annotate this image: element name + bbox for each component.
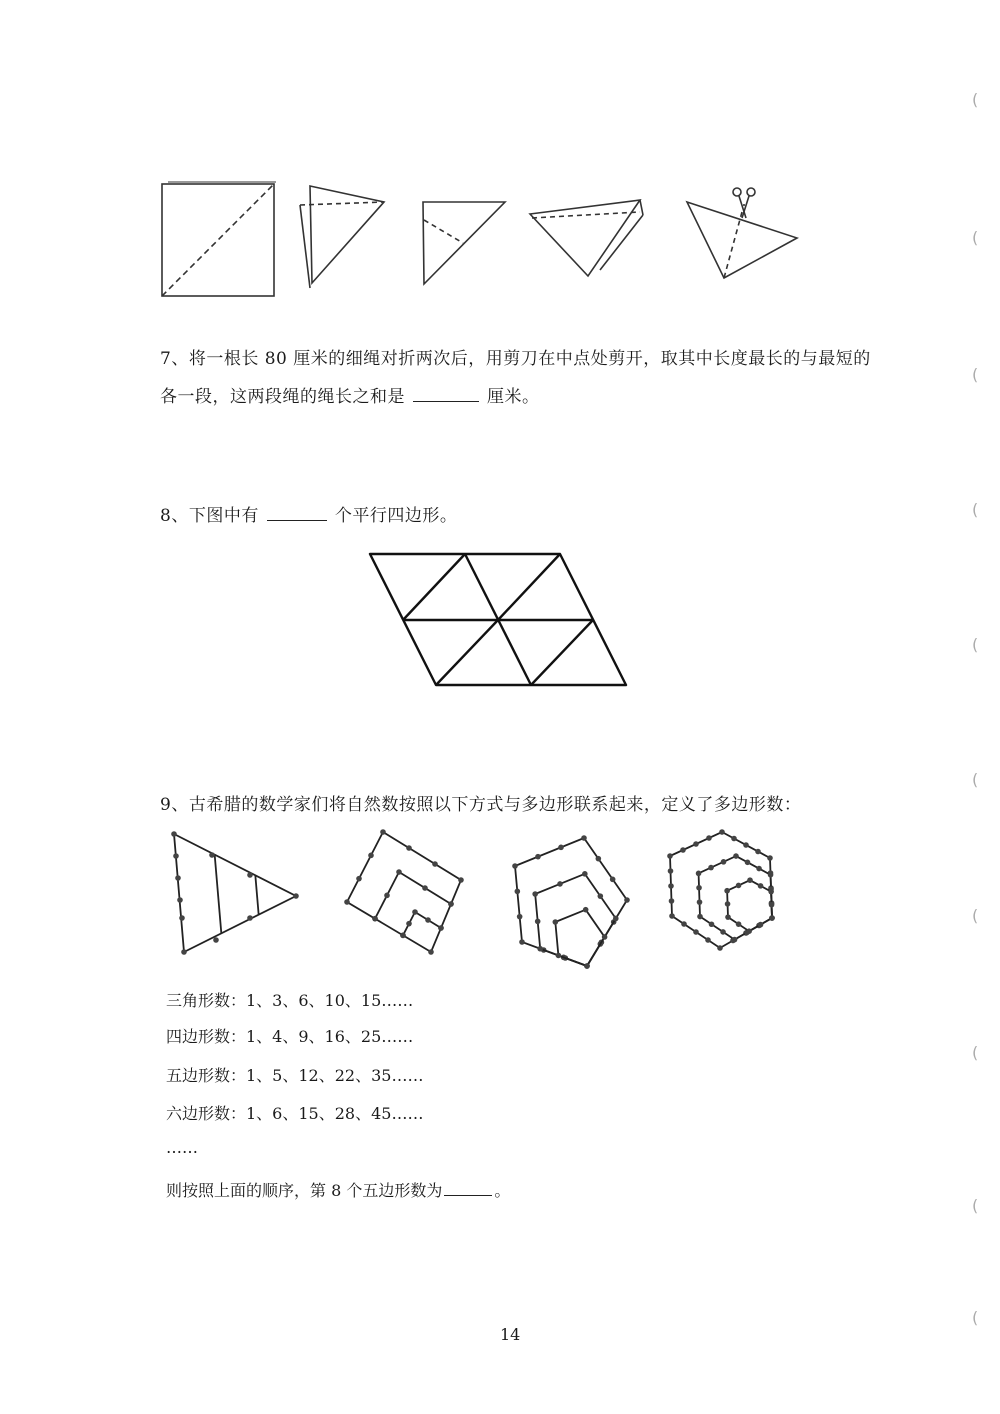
dot: [668, 868, 674, 874]
dot: [669, 913, 675, 919]
dot: [384, 893, 390, 899]
dot: [396, 869, 402, 875]
dot: [173, 853, 179, 859]
binding-mark: (: [972, 500, 979, 519]
dot: [743, 842, 749, 848]
dot: [557, 881, 563, 887]
dot: [745, 860, 751, 866]
dot: [667, 853, 673, 859]
dot: [705, 937, 711, 943]
dot: [596, 856, 602, 862]
hexagonal-number-sequence: 六边形数：1、6、15、28、45……: [166, 1104, 424, 1123]
question-9-intro: 9、古希腊的数学家们将自然数按照以下方式与多边形联系起来，定义了多边形数：: [160, 795, 802, 815]
question-7-suffix: 厘米。: [487, 387, 540, 407]
dot: [535, 919, 541, 925]
dot: [613, 916, 619, 922]
dot: [535, 854, 541, 860]
dot: [412, 909, 418, 915]
dot: [247, 872, 253, 878]
dot: [610, 877, 616, 883]
dot: [736, 883, 742, 889]
dot: [755, 849, 761, 855]
dot: [556, 953, 562, 959]
dot: [768, 872, 774, 878]
dot: [732, 937, 738, 943]
dot: [583, 907, 589, 913]
pentagonal-number-sequence: 五边形数：1、5、12、22、35……: [166, 1066, 424, 1085]
dot: [175, 875, 181, 881]
question-9-prefix: 则按照上面的顺序，第 8 个五边形数为: [166, 1181, 443, 1200]
dot: [584, 963, 590, 969]
dot: [537, 946, 543, 952]
dot: [696, 871, 702, 877]
dot: [709, 921, 715, 927]
pentagon-layer: [515, 838, 627, 966]
dot: [344, 899, 350, 905]
dot: [769, 902, 775, 908]
page-number: 14: [500, 1325, 521, 1344]
dot: [708, 865, 714, 871]
dot: [719, 829, 725, 835]
binding-mark: (: [972, 1196, 979, 1215]
dot: [213, 937, 219, 943]
dot: [768, 889, 774, 895]
dot: [581, 835, 587, 841]
dot: [380, 829, 386, 835]
dot: [425, 917, 431, 923]
question-8-prefix: 8、下图中有: [160, 506, 259, 526]
dot: [769, 915, 775, 921]
dot: [517, 914, 523, 920]
dot: [422, 885, 428, 891]
dot: [553, 919, 559, 925]
dot: [697, 914, 703, 920]
binding-mark: (: [972, 1308, 979, 1327]
dot: [756, 866, 762, 872]
dot: [681, 921, 687, 927]
dot: [668, 883, 674, 889]
dot: [724, 888, 730, 894]
sequence-ellipsis: ……: [166, 1138, 198, 1157]
dot: [669, 898, 675, 904]
dot: [372, 916, 378, 922]
dot: [602, 934, 608, 940]
triangle-divider: [215, 855, 222, 934]
triangle-figure: [174, 834, 296, 952]
dot: [438, 925, 444, 931]
answer-blank-q9[interactable]: [444, 1179, 492, 1196]
dot: [747, 877, 753, 883]
dot: [717, 945, 723, 951]
dot: [400, 933, 406, 939]
dot: [746, 928, 752, 934]
question-9-suffix: 。: [494, 1181, 511, 1200]
dot: [725, 914, 731, 920]
binding-mark: (: [972, 365, 979, 384]
dot: [458, 877, 464, 883]
square-number-sequence: 四边形数：1、4、9、16、25……: [166, 1027, 414, 1046]
dot: [432, 861, 438, 867]
dot: [179, 915, 185, 921]
binding-mark: (: [972, 770, 979, 789]
dot: [406, 845, 412, 851]
dot: [693, 841, 699, 847]
dot: [448, 901, 454, 907]
dot: [721, 859, 727, 865]
dot: [725, 901, 731, 907]
dot: [293, 893, 299, 899]
dot: [680, 847, 686, 853]
dot: [624, 897, 630, 903]
dot: [706, 835, 712, 841]
dot: [767, 855, 773, 861]
dot: [181, 949, 187, 955]
triangle-divider: [255, 875, 258, 914]
dot: [693, 929, 699, 935]
dot: [247, 915, 253, 921]
pentagon-layer: [535, 874, 616, 966]
binding-mark: (: [972, 635, 979, 654]
dot: [736, 921, 742, 927]
binding-mark: (: [972, 1043, 979, 1062]
dot: [758, 922, 764, 928]
dot: [171, 831, 177, 837]
dot: [582, 871, 588, 877]
dot: [519, 939, 525, 945]
dot: [515, 889, 521, 895]
question-8-suffix: 个平行四边形。: [334, 506, 458, 526]
dot: [428, 949, 434, 955]
dot: [731, 836, 737, 842]
question-7-prefix: 各一段，这两段绳的绳长之和是: [160, 387, 405, 407]
dot: [368, 853, 374, 859]
dot: [558, 845, 564, 851]
dot: [758, 883, 764, 889]
triangle-number-sequence: 三角形数：1、3、6、10、15……: [166, 991, 414, 1010]
dot: [720, 929, 726, 935]
dot: [209, 852, 215, 858]
dot: [598, 893, 604, 899]
binding-mark: (: [972, 906, 979, 925]
dot: [177, 897, 183, 903]
hexagon-layer: [727, 880, 772, 931]
dot: [406, 921, 412, 927]
dot: [697, 899, 703, 905]
dot: [532, 891, 538, 897]
binding-mark: (: [972, 90, 979, 109]
dot: [733, 853, 739, 859]
binding-mark: (: [972, 228, 979, 247]
dot: [356, 876, 362, 882]
dot: [696, 885, 702, 891]
question-7-line-1: 7、将一根长 80 厘米的细绳对折两次后，用剪刀在中点处剪开，取其中长度最长的与最短的: [160, 349, 871, 369]
dot: [512, 863, 518, 869]
pentagon-layer: [555, 910, 604, 966]
question-9-ask: [166, 1178, 510, 1201]
